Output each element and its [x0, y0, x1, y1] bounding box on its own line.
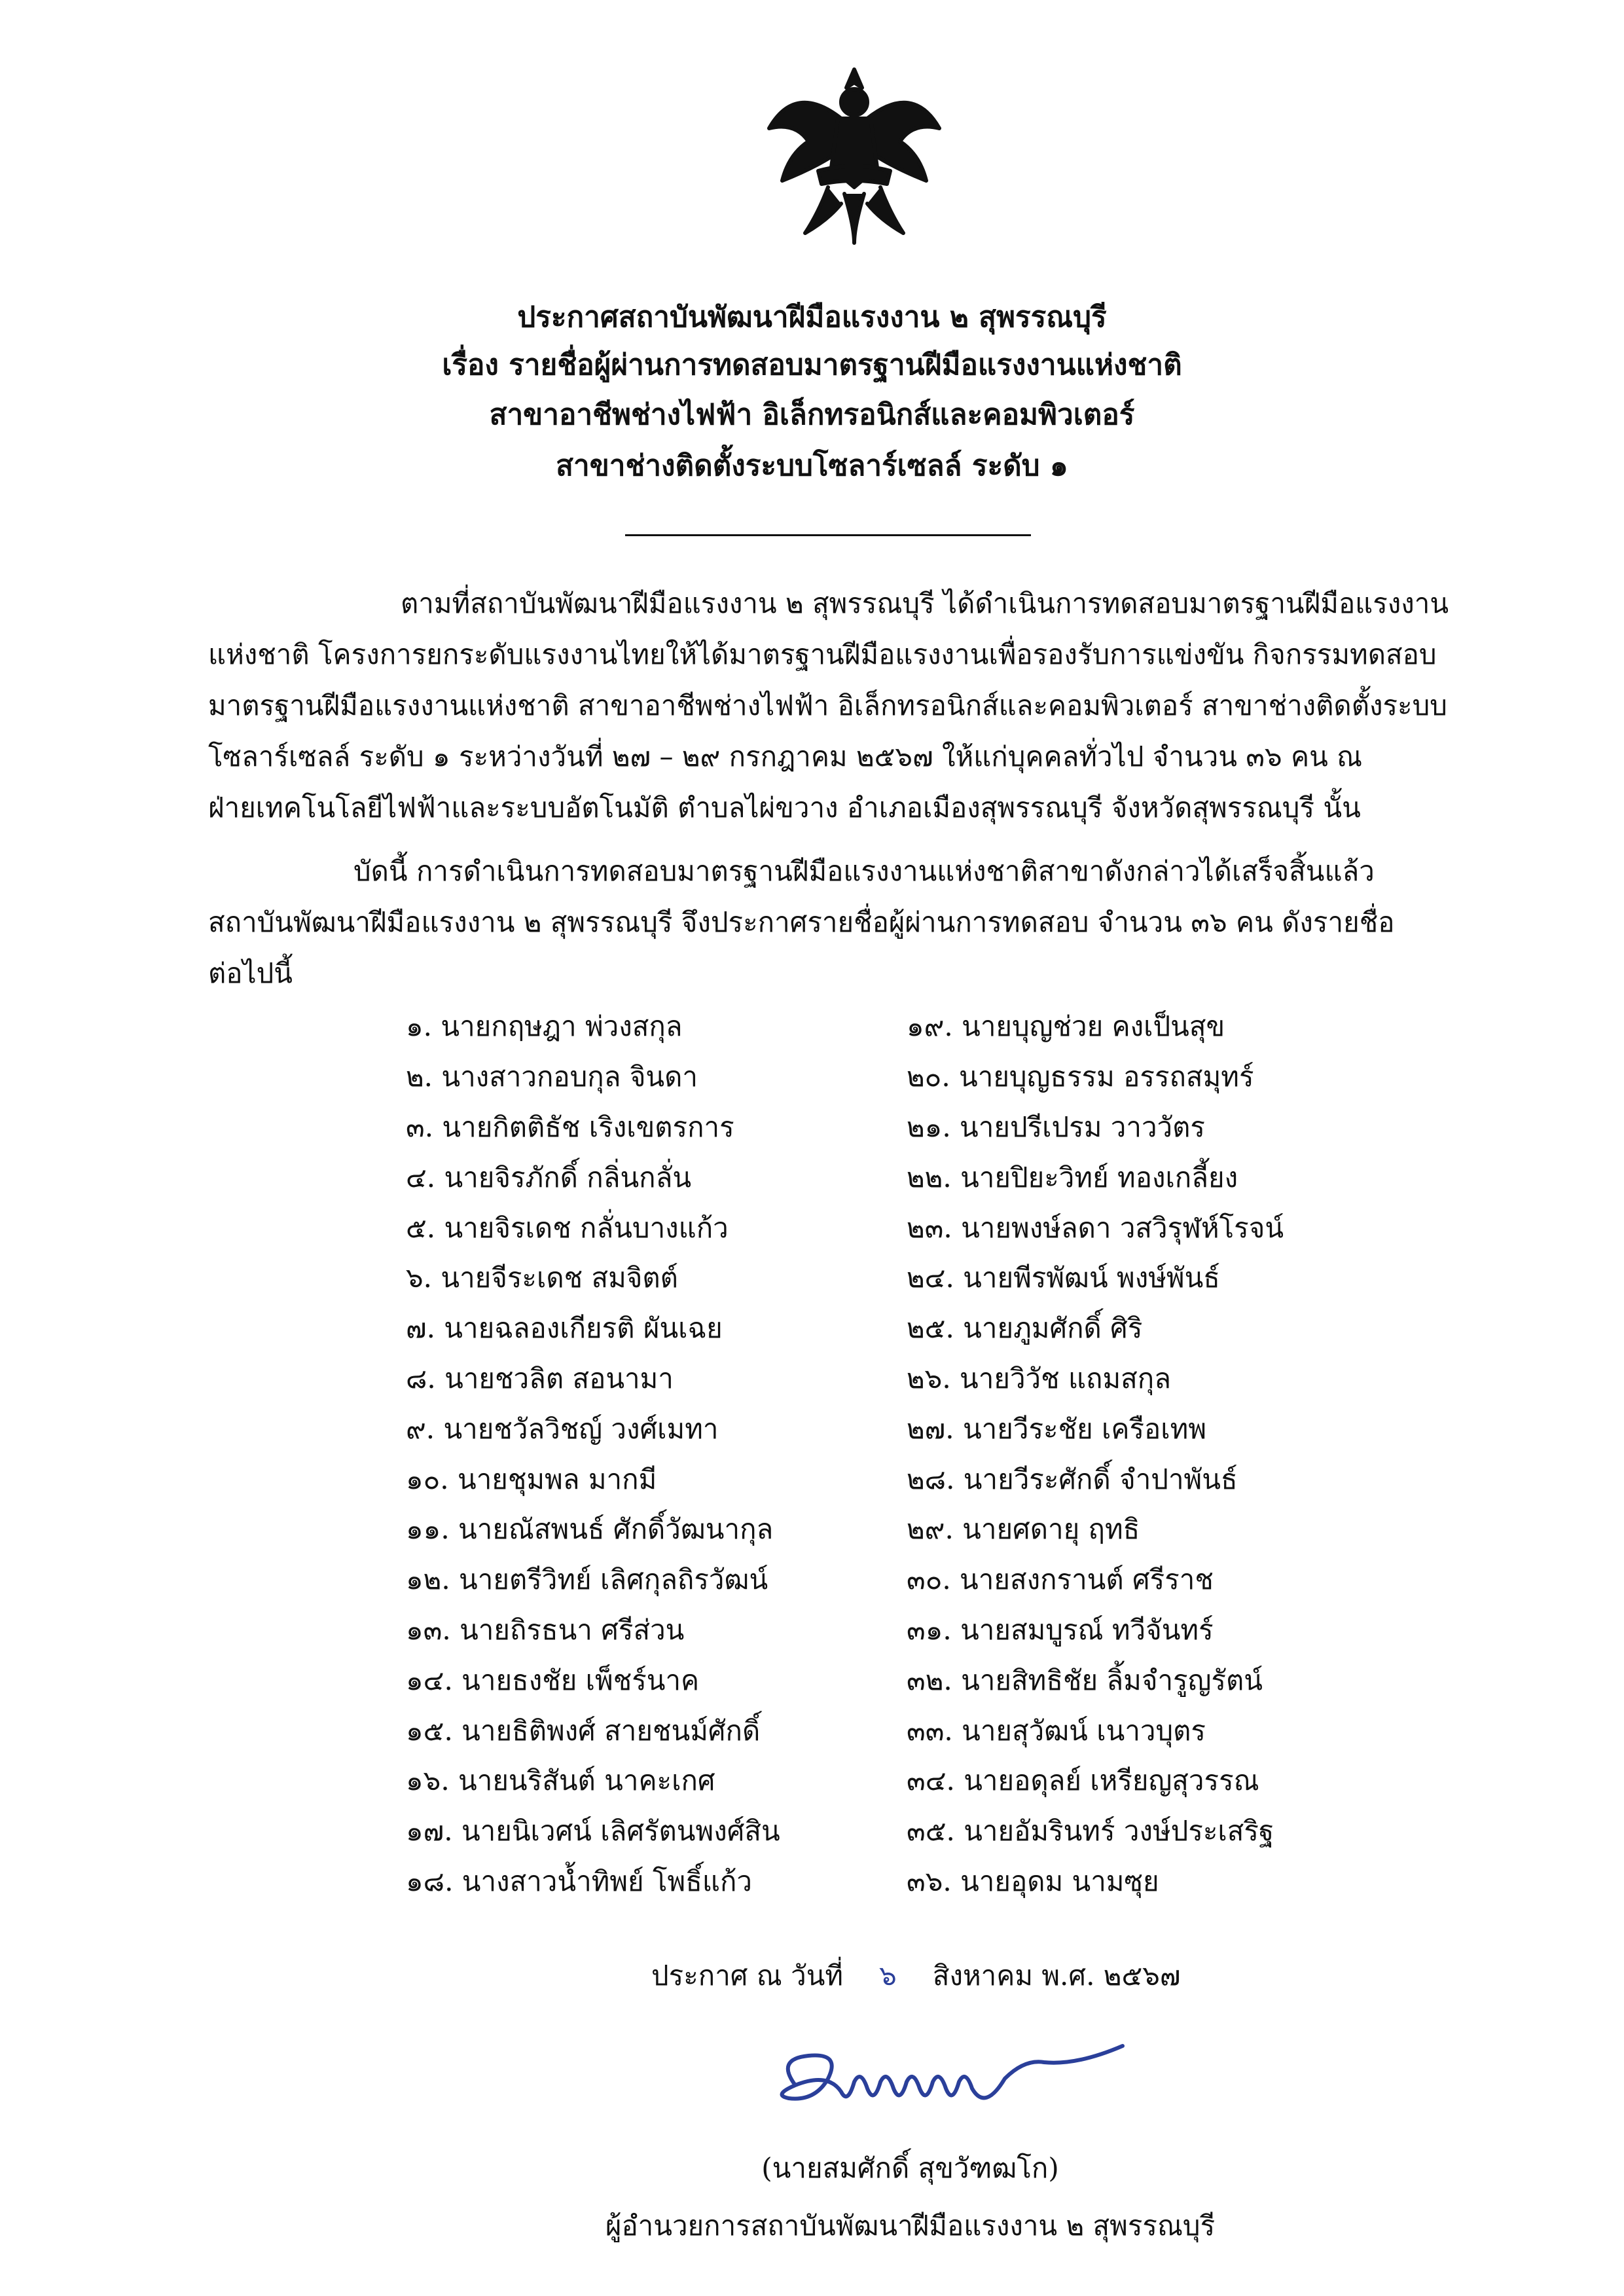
list-item: ๒๙. นายศดายุ ฤทธิ [907, 1513, 1140, 1546]
list-item: ๒๔. นายพีรพัฒน์ พงษ์พันธ์ [907, 1262, 1220, 1294]
divider-line [625, 534, 1031, 536]
list-item: ๓๖. นายอุดม นามซุย [907, 1865, 1159, 1897]
paragraph-2-line-1: บัดนี้ การดำเนินการทดสอบมาตรฐานฝีมือแรงงานแห่งชาติสาขาดังกล่าวได้เสร็จสิ้นแล้ว [353, 855, 1375, 887]
list-item: ๖. นายจีระเดช สมจิตต์ [406, 1262, 678, 1294]
list-item: ๒๑. นายปรีเปรม วาววัตร [907, 1110, 1205, 1143]
list-item: ๘. นายชวลิต สอนามา [406, 1362, 674, 1394]
list-item: ๑๖. นายนริสันต์ นาคะเกศ [406, 1764, 715, 1797]
list-item: ๓๕. นายอัมรินทร์ วงษ์ประเสริฐ [907, 1815, 1274, 1848]
list-item: ๕. นายจิรเดช กลั่นบางแก้ว [406, 1211, 729, 1244]
list-item: ๑๔. นายธงชัย เพ็ชร์นาค [406, 1664, 700, 1696]
list-item: ๑๙. นายบุญช่วย คงเป็นสุข [907, 1010, 1225, 1043]
list-item: ๒๕. นายภูมศักดิ์ ศิริ [907, 1312, 1143, 1345]
list-item: ๑๕. นายธิติพงศ์ สายชนม์ศักดิ์ [406, 1714, 761, 1747]
signer-position: ผู้อำนวยการสถาบันพัฒนาฝีมือแรงงาน ๒ สุพรรณบุรี [605, 2210, 1216, 2242]
paragraph-2-line-2: สถาบันพัฒนาฝีมือแรงงาน ๒ สุพรรณบุรี จึงประกาศรายชื่อผู้ผ่านการทดสอบ จำนวน ๓๖ คน ดังรายชื่อ [208, 906, 1395, 938]
list-item: ๓๔. นายอดุลย์ เหรียญสุวรรณ [907, 1764, 1259, 1797]
list-item: ๓๓. นายสุวัฒน์ เนาวบุตร [907, 1714, 1206, 1747]
title-line-3: สาขาอาชีพช่างไฟฟ้า อิเล็กทรอนิกส์และคอมพิวเตอร์ [489, 398, 1135, 431]
names-list-right [907, 1002, 1284, 1906]
list-item: ๑๓. นายถิรธนา ศรีส่วน [406, 1613, 685, 1646]
paragraph-1-line-1: ตามที่สถาบันพัฒนาฝีมือแรงงาน ๒ สุพรรณบุรี ได้ดำเนินการทดสอบมาตรฐานฝีมือแรงงาน [401, 587, 1449, 619]
announcement-day: ๖ [879, 1959, 897, 1992]
names-list-left [406, 1002, 780, 1906]
list-item: ๓๐. นายสงกรานต์ ศรีราช [907, 1563, 1214, 1596]
list-item: ๑๒. นายตรีวิทย์ เลิศกุลถิรวัฒน์ [406, 1563, 768, 1596]
list-item: ๓๑. นายสมบูรณ์ ทวีจันทร์ [907, 1613, 1214, 1646]
title-line-2: เรื่อง รายชื่อผู้ผ่านการทดสอบมาตรฐานฝีมือแรงงานแห่งชาติ [442, 348, 1182, 382]
announcement-date [651, 1956, 1180, 1995]
garuda-emblem-icon [756, 56, 952, 253]
title-line-4: สาขาช่างติดตั้งระบบโซลาร์เซลล์ ระดับ ๑ [556, 449, 1068, 483]
list-item: ๒๘. นายวีระศักดิ์ จำปาพันธ์ [907, 1463, 1238, 1495]
paragraph-1-line-5: ฝ่ายเทคโนโลยีไฟฟ้าและระบบอัตโนมัติ ตำบลไผ่ขวาง อำเภอเมืองสุพรรณบุรี จังหวัดสุพรรณบุรี นั้น [208, 792, 1361, 824]
list-item: ๑. นายกฤษฎา พ่วงสกุล [406, 1010, 683, 1043]
signer-name: (นายสมศักดิ์ สุขวัฑฒโก) [761, 2152, 1059, 2184]
list-item: ๗. นายฉลองเกียรติ ผันเฉย [406, 1312, 723, 1345]
announcement-month-year: สิงหาคม พ.ศ. ๒๕๖๗ [932, 1959, 1181, 1992]
paragraph-2-line-3: ต่อไปนี้ [208, 957, 293, 989]
list-item: ๑๑. นายณัสพนธ์ ศักดิ์วัฒนากุล [406, 1513, 774, 1546]
paragraph-1-line-3: มาตรฐานฝีมือแรงงานแห่งชาติ สาขาอาชีพช่างไฟฟ้า อิเล็กทรอนิกส์และคอมพิวเตอร์ สาขาช่างติดตั้งระบบ [208, 689, 1447, 721]
paragraph-1-line-4: โซลาร์เซลล์ ระดับ ๑ ระหว่างวันที่ ๒๗ – ๒๙ กรกฎาคม ๒๕๖๗ ให้แก่บุคคลทั่วไป จำนวน ๓๖ คน ณ [208, 740, 1363, 773]
list-item: ๒๗. นายวีระชัย เครือเทพ [907, 1412, 1207, 1445]
list-item: ๒๒. นายปิยะวิทย์ ทองเกลี้ยง [907, 1161, 1238, 1194]
announcement-prefix: ประกาศ ณ วันที่ [651, 1959, 844, 1992]
list-item: ๙. นายชวัลวิชญ์ วงศ์เมทา [406, 1412, 719, 1445]
list-item: ๑๗. นายนิเวศน์ เลิศรัตนพงศ์สิน [406, 1815, 780, 1848]
list-item: ๑๐. นายชุมพล มากมี [406, 1463, 657, 1495]
list-item: ๓๒. นายสิทธิชัย ลิ้มจำรูญรัตน์ [907, 1664, 1263, 1696]
list-item: ๑๘. นางสาวน้ำทิพย์ โพธิ์แก้ว [406, 1865, 752, 1897]
list-item: ๒๓. นายพงษ์ลดา วสวิรุฬห์โรจน์ [907, 1211, 1284, 1244]
title-line-1: ประกาศสถาบันพัฒนาฝีมือแรงงาน ๒ สุพรรณบุรี [517, 301, 1107, 334]
list-item: ๔. นายจิรภักดิ์ กลิ่นกลั่น [406, 1161, 692, 1194]
list-item: ๒๐. นายบุญธรรม อรรถสมุทร์ [907, 1061, 1254, 1093]
list-item: ๓. นายกิตติธัช เริงเขตรการ [406, 1110, 734, 1143]
list-item: ๒. นางสาวกอบกุล จินดา [406, 1061, 698, 1093]
paragraph-1-line-2: แห่งชาติ โครงการยกระดับแรงงานไทยให้ได้มาตรฐานฝีมือแรงงานเพื่อรองรับการแข่งขัน กิจกรรมทดสอบ [208, 638, 1437, 670]
list-item: ๒๖. นายวิวัช แถมสกุล [907, 1362, 1171, 1394]
handwritten-signature [769, 2033, 1136, 2131]
